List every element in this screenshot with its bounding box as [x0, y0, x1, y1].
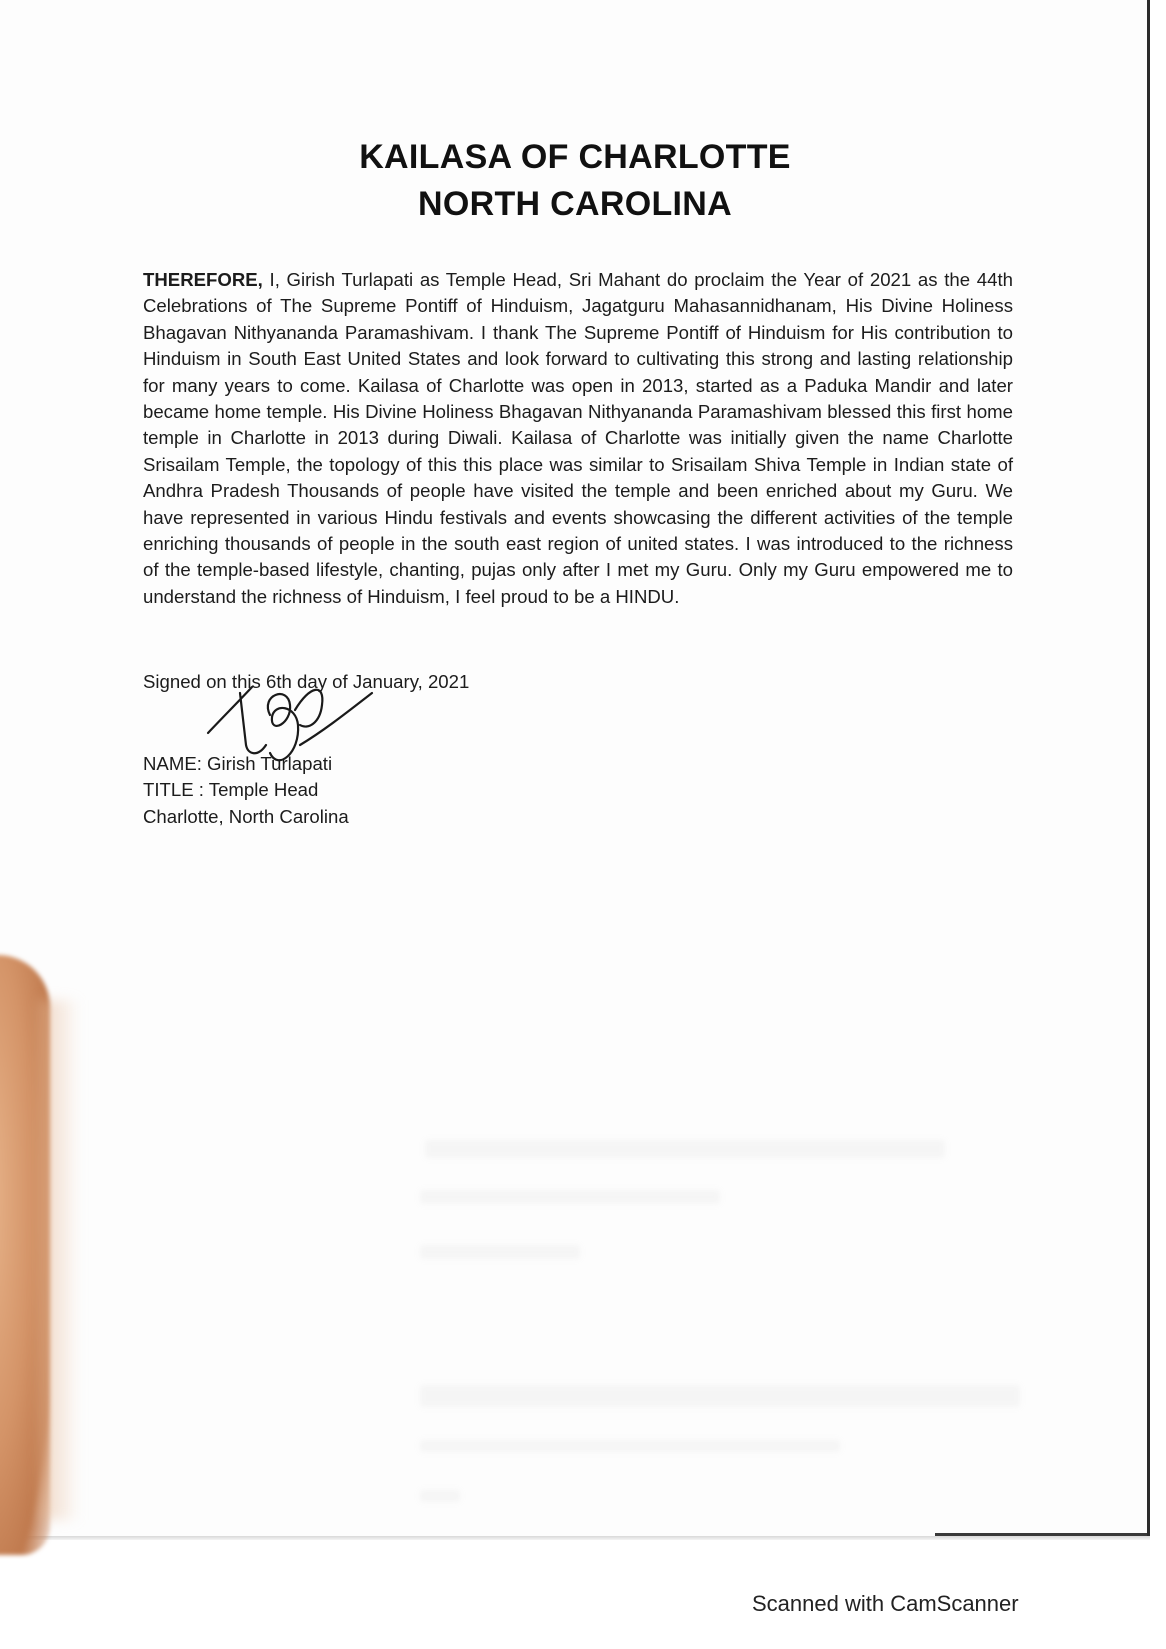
bleed-through-text — [420, 1385, 1020, 1407]
proclamation-lead-word: THEREFORE, — [143, 269, 263, 290]
signatory-location: Charlotte, North Carolina — [143, 806, 349, 827]
bleed-through-text — [420, 1190, 720, 1204]
document-title-line-2: NORTH CAROLINA — [418, 185, 732, 223]
signatory-name: NAME: Girish Turlapati — [143, 753, 333, 774]
bleed-through-text — [425, 1140, 945, 1158]
finger-shadow — [40, 1000, 80, 1520]
signed-date-line: Signed on this 6th day of January, 2021 — [143, 671, 470, 692]
camscanner-watermark: Scanned with CamScanner — [752, 1591, 1019, 1616]
document-title-line-1: KAILASA OF CHARLOTTE — [359, 138, 791, 176]
proclamation-text: I, Girish Turlapati as Temple Head, Sri Mahant do proclaim the Year of 2021 as the 44th Celebrations of The Supreme Pontiff of Hinduism, Jagatguru Mahasannidhanam, His Divine Holiness Bhagavan Nithyananda Paramashivam. I thank The Supreme Pontiff of Hinduism for His contribution to Hinduism in South East United States and look forward to cultivating this strong and lasting relationship for many years to come. Kailasa of Charlotte was open in 2013, started as a Paduka Mandir and later became home temple. His Divine Holiness Bhagavan Nithyananda Paramashivam blessed this first home temple in Charlotte in 2013 during Diwali. Kailasa of Charlotte was initially given the name Charlotte Srisailam Temple, the topology of this this place was similar to Srisailam Shiva Temple in Indian state of Andhra Pradesh Thousands of people have visited the temple and been enriched about my Guru. We have represented in various Hindu festivals and events showcasing the different activities of the temple enriching thousands of people in the south east region of united states. I was introduced to the richness of the temple-based lifestyle, chanting, pujas only after I met my Guru. Only my Guru empowered me to understand the richness of Hinduism, I feel proud to be a HINDU. — [143, 269, 1013, 607]
signatory-title: TITLE : Temple Head — [143, 779, 319, 800]
page-bottom-edge — [0, 1536, 1150, 1540]
proclamation-body — [143, 267, 1013, 610]
bleed-through-text — [420, 1490, 460, 1502]
bleed-through-text — [420, 1440, 840, 1452]
bleed-through-text — [420, 1245, 580, 1259]
